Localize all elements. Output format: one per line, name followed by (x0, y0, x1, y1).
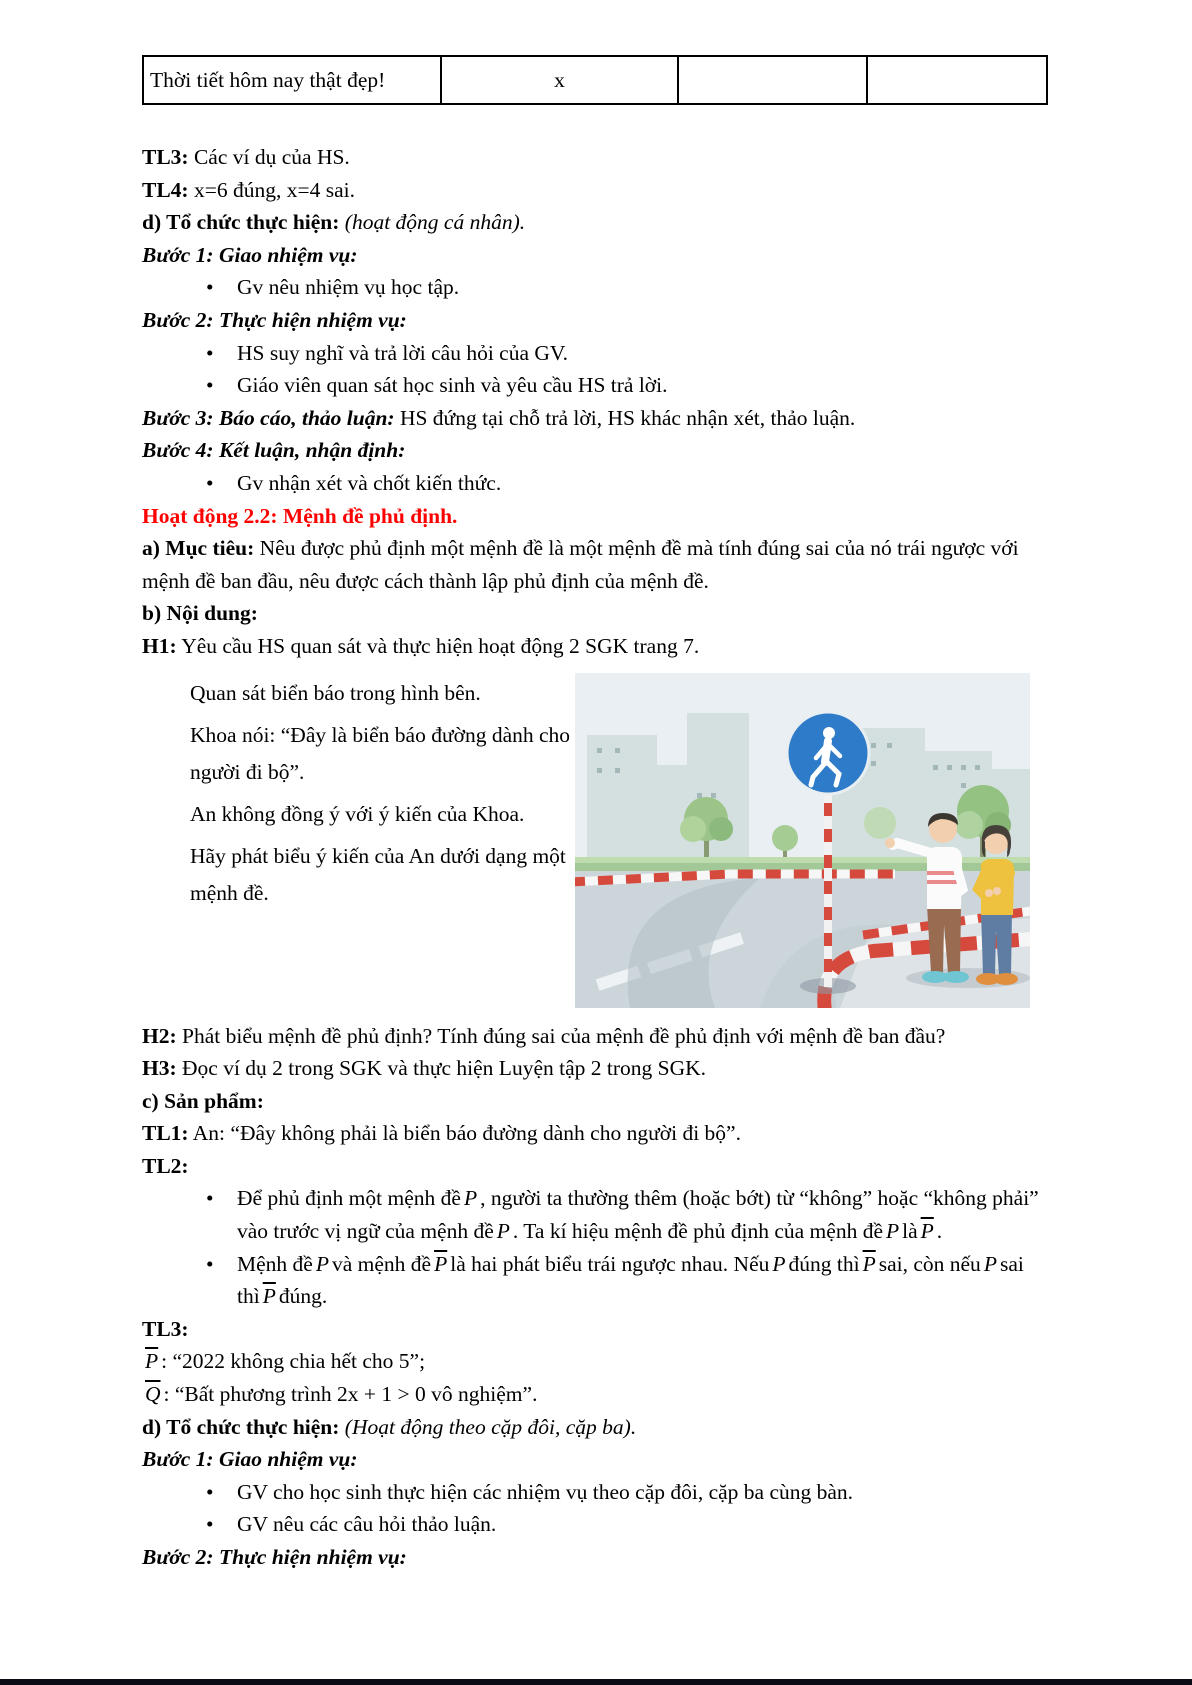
text-segment: x=6 đúng, x=4 sai. (188, 177, 355, 202)
text-segment: HS đứng tại chỗ trả lời, HS khác nhận xét, thảo luận. (394, 405, 856, 430)
label-noi-dung: b) Nội dung: (142, 601, 258, 626)
bullet-item (142, 369, 1050, 402)
paragraph-h2 (142, 1020, 1050, 1053)
math-var-p-bar: $\overline{P}$ (145, 1349, 159, 1374)
math-var-p: P (983, 1251, 997, 1276)
text-segment: là (902, 1219, 918, 1244)
paragraph-buoc3 (142, 402, 1050, 435)
paragraph-h3 (142, 1052, 1050, 1085)
bullet-item (142, 337, 1050, 370)
figure-line: An không đồng ý với ý kiến của Khoa. (190, 801, 525, 826)
text-segment: đúng thì (788, 1251, 860, 1276)
bullet-text: GV nêu các câu hỏi thảo luận. (237, 1512, 497, 1537)
bullet-item-truth-rule (142, 1248, 1050, 1313)
bullet-text: HS suy nghĩ và trả lời câu hỏi của GV. (237, 340, 569, 365)
label-d2: d) Tổ chức thực hiện: (142, 1414, 340, 1439)
math-var-p-bar: $\overline{P}$ (920, 1219, 934, 1244)
document-content (0, 55, 1192, 1574)
math-var-p-bar: $\overline{P}$ (434, 1251, 448, 1276)
text-segment: là hai phát biểu trái ngược nhau. Nếu (450, 1251, 770, 1276)
label-muc-tieu: a) Mục tiêu: (142, 536, 255, 561)
math-var-p-bar: $\overline{P}$ (262, 1284, 276, 1309)
label-h2: H2: (142, 1023, 177, 1048)
table-cell-mark: x (441, 56, 679, 104)
label-h3: H3: (142, 1056, 177, 1081)
bullet-item (142, 1476, 1050, 1509)
math-var-p-bar: $\overline{P}$ (862, 1251, 876, 1276)
text-segment: Các ví dụ của HS. (188, 145, 350, 169)
traffic-illustration (575, 673, 1030, 1008)
bullet-item (142, 467, 1050, 500)
label-tl3: TL3: (142, 145, 189, 169)
text-segment: Nêu được phủ định một mệnh đề là một mệnh đề mà tính đúng sai của nó trái ngược với mệnh đề ban đầu, nêu được cách thành lập phủ định của mệnh đề. (142, 536, 1019, 593)
pedestrian-sign-icon (787, 712, 869, 794)
bullet-icon: • (206, 470, 214, 495)
bullet-icon: • (206, 1251, 214, 1276)
paragraph-tl4 (142, 174, 1050, 207)
text-segment: sai thì (237, 1251, 1024, 1309)
bullet-icon: • (206, 1479, 214, 1504)
table-row (143, 56, 1047, 104)
text-segment: Phát biểu mệnh đề phủ định? Tính đúng sai của mệnh đề phủ định với mệnh đề ban đầu? (176, 1023, 946, 1048)
paragraph-h1 (142, 630, 1050, 663)
label-d: d) Tổ chức thực hiện: (142, 210, 340, 235)
text-segment: : “Bất phương trình 2x + 1 > 0 vô nghiệm”. (163, 1382, 538, 1407)
truth-value-table (142, 55, 1048, 105)
paragraph-q-bar (142, 1378, 1050, 1411)
text-italic: (Hoạt động theo cặp đôi, cặp ba). (339, 1414, 637, 1439)
text-segment: Đọc ví dụ 2 trong SGK và thực hiện Luyện tập 2 trong SGK. (176, 1056, 707, 1081)
math-var-p: P (496, 1219, 510, 1244)
bullet-item-negation-rule (142, 1182, 1050, 1247)
text-segment: sai, còn nếu (878, 1251, 981, 1276)
figure-line: Hãy phát biểu ý kiến của An dưới dạng một mệnh đề. (190, 843, 566, 905)
step-heading: Bước 1: Giao nhiệm vụ: (142, 1447, 358, 1472)
text-segment: Để phủ định một mệnh đề (237, 1186, 461, 1211)
paragraph-d-to-chuc (142, 206, 1050, 239)
math-var-p: P (772, 1251, 786, 1276)
step-heading: Bước 4: Kết luận, nhận định: (142, 438, 406, 463)
table-cell-empty (867, 56, 1047, 104)
figure-caption-text (190, 673, 575, 917)
paragraph-san-pham (142, 1085, 1050, 1118)
lesson-plan-text (142, 141, 1050, 1574)
bullet-icon: • (206, 1186, 214, 1211)
label-tl1: TL1: (142, 1121, 189, 1146)
figure-line: Khoa nói: “Đây là biển báo đường dành cho người đi bộ”. (190, 722, 571, 784)
step-heading: Bước 3: Báo cáo, thảo luận: (142, 405, 395, 430)
paragraph-noi-dung (142, 597, 1050, 630)
math-var-q-bar: $\overline{Q}$ (145, 1382, 161, 1407)
bullet-text: Gv nhận xét và chốt kiến thức. (237, 470, 502, 495)
paragraph-buoc2b (142, 1541, 1050, 1574)
step-heading: Bước 2: Thực hiện nhiệm vụ: (142, 1545, 407, 1569)
bullet-text: Giáo viên quan sát học sinh và yêu cầu HS trả lời. (237, 373, 668, 398)
bullet-text: Gv nêu nhiệm vụ học tập. (237, 275, 460, 300)
label-tl4: TL4: (142, 177, 189, 202)
label-h1: H1: (142, 633, 177, 658)
text-segment: An: “Đây không phải là biển báo đường dành cho người đi bộ”. (188, 1121, 741, 1146)
paragraph-tl2 (142, 1150, 1050, 1183)
bullet-item (142, 271, 1050, 304)
paragraph-muc-tieu (142, 532, 1050, 597)
label-tl2: TL2: (142, 1153, 189, 1178)
text-italic: (hoạt động cá nhân). (339, 210, 526, 235)
step-heading: Bước 1: Giao nhiệm vụ: (142, 242, 358, 267)
text-segment: Mệnh đề (237, 1251, 313, 1276)
label-tl3-answer: TL3: (142, 1316, 189, 1341)
text-segment: : “2022 không chia hết cho 5”; (161, 1349, 426, 1374)
bullet-icon: • (206, 275, 214, 300)
text-segment: và mệnh đề (331, 1251, 432, 1276)
bullet-icon: • (206, 340, 214, 365)
paragraph-buoc2 (142, 304, 1050, 337)
text-segment: Yêu cầu HS quan sát và thực hiện hoạt động 2 SGK trang 7. (176, 633, 700, 658)
bullet-item (142, 1508, 1050, 1541)
text-segment: đúng. (278, 1284, 328, 1309)
step-heading: Bước 2: Thực hiện nhiệm vụ: (142, 307, 407, 332)
activity-heading: Hoạt động 2.2: Mệnh đề phủ định. (142, 503, 458, 528)
paragraph-tl3-answer (142, 1313, 1050, 1346)
paragraph-tl3 (142, 141, 1050, 174)
text-segment: . (936, 1219, 943, 1244)
paragraph-d-to-chuc-2 (142, 1411, 1050, 1444)
bullet-icon: • (206, 1512, 214, 1537)
table-cell-empty (678, 56, 867, 104)
paragraph-buoc4 (142, 434, 1050, 467)
bullet-text: GV cho học sinh thực hiện các nhiệm vụ theo cặp đôi, cặp ba cùng bàn. (237, 1479, 854, 1504)
paragraph-tl1 (142, 1117, 1050, 1150)
label-san-pham: c) Sản phẩm: (142, 1088, 264, 1113)
paragraph-buoc1b (142, 1443, 1050, 1476)
page-footer-divider (0, 1679, 1192, 1685)
math-var-p: P (315, 1251, 329, 1276)
math-var-p: P (885, 1219, 900, 1244)
paragraph-p-bar (142, 1345, 1050, 1378)
math-var-p: P (463, 1186, 478, 1211)
paragraph-buoc1 (142, 239, 1050, 272)
table-cell-statement: Thời tiết hôm nay thật đẹp! (143, 56, 441, 104)
sgk-activity-figure (142, 673, 1050, 1008)
bullet-icon: • (206, 373, 214, 398)
figure-line: Quan sát biển báo trong hình bên. (190, 680, 481, 705)
text-segment: , người ta thường thêm (hoặc bớt) từ “không” hoặc “không phải” vào trước vị ngữ của mệnh đề (237, 1186, 1039, 1244)
text-segment: . Ta kí hiệu mệnh đề phủ định của mệnh đề (512, 1219, 883, 1244)
